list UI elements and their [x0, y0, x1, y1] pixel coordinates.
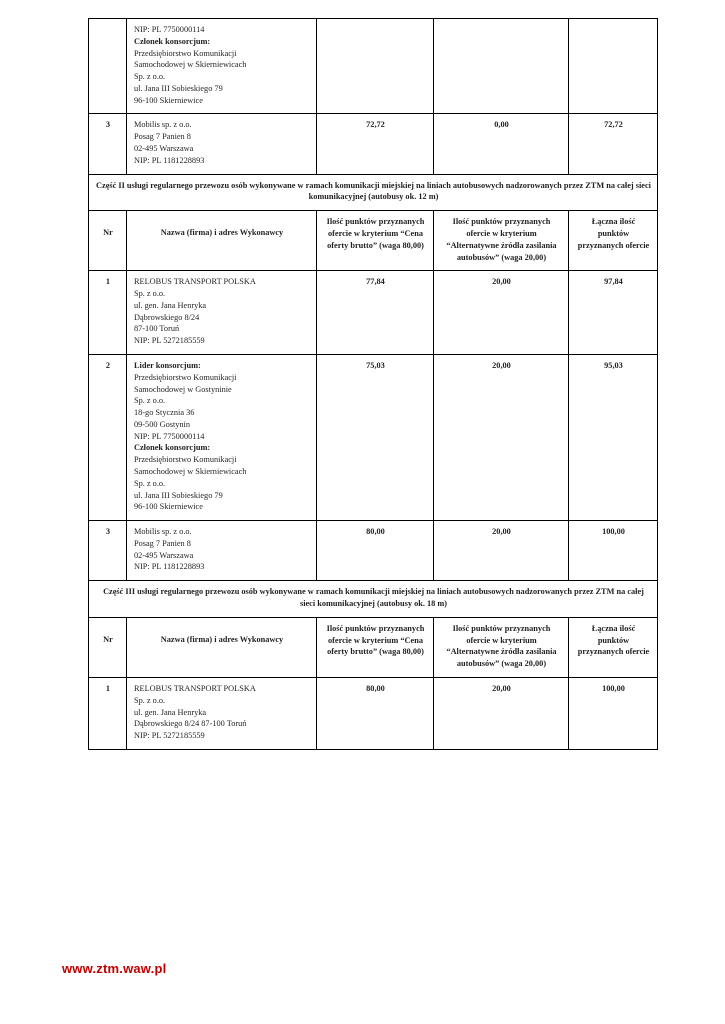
table-header-row-part-2	[89, 211, 658, 271]
contractor-line: 18-go Stycznia 36	[134, 408, 195, 418]
contractor-line: Sp. z o.o.	[134, 72, 166, 82]
score-total: 95,03	[569, 354, 658, 520]
row-contractor	[127, 114, 317, 174]
contractor-line: Sp. z o.o.	[134, 396, 166, 406]
contractor-line: ul. gen. Jana Henryka	[134, 300, 207, 310]
contractor-line: Sp. z o.o.	[134, 289, 166, 299]
column-header-total-score: Łączna ilość punktów przyznanych ofercie	[569, 617, 658, 677]
results-table	[88, 18, 658, 750]
table-body	[89, 19, 658, 750]
column-header-alt-energy-score: Ilość punktów przyznanych ofercie w kryterium “Alternatywne źródła zasilania autobusów” (waga 20,00)	[434, 617, 569, 677]
column-header-price-score: Ilość punktów przyznanych ofercie w kryterium “Cena oferty brutto” (waga 80,00)	[317, 617, 434, 677]
contractor-line: 09-500 Gostynin	[134, 419, 191, 429]
contractor-line: Dąbrowskiego 8/24	[134, 312, 200, 322]
contractor-line: Sp. z o.o.	[134, 695, 166, 705]
contractor-line: ul. gen. Jana Henryka	[134, 707, 207, 717]
contractor-line: 02-495 Warszawa	[134, 144, 194, 154]
score-total: 97,84	[569, 271, 658, 355]
contractor-line: Mobilis sp. z o.o.	[134, 527, 192, 537]
score-price	[317, 19, 434, 114]
contractor-line: NIP: PL 1181228893	[134, 155, 205, 165]
row-contractor	[127, 354, 317, 520]
contractor-line: Posag 7 Panien 8	[134, 132, 191, 142]
contractor-line: 96-100 Skierniewice	[134, 95, 203, 105]
table-header-row-part-3	[89, 617, 658, 677]
contractor-line: NIP: PL 7750000114	[134, 25, 205, 34]
column-header-price-score: Ilość punktów przyznanych ofercie w kryterium “Cena oferty brutto” (waga 80,00)	[317, 211, 434, 271]
contractor-line: Członek konsorcjum:	[134, 443, 211, 453]
section-banner-part-3	[89, 581, 658, 618]
contractor-line: RELOBUS TRANSPORT POLSKA	[134, 277, 256, 287]
contractor-line: Członek konsorcjum:	[134, 36, 211, 46]
column-header-nr: Nr	[89, 617, 127, 677]
table-row	[89, 677, 658, 749]
row-number: 3	[89, 114, 127, 174]
section-banner-text: Część III usługi regularnego przewozu osób wykonywane w ramach komunikacji miejskiej na liniach autobusowych nadzorowanych przez ZTM na całej sieci komunikacyjnej (autobusy ok. 18 m)	[89, 581, 658, 618]
score-price: 80,00	[317, 521, 434, 581]
row-contractor	[127, 19, 317, 114]
contractor-line: ul. Jana III Sobieskiego 79	[134, 83, 223, 93]
score-alt-energy: 0,00	[434, 114, 569, 174]
contractor-line: Dąbrowskiego 8/24 87-100 Toruń	[134, 719, 247, 729]
contractor-line: Przedsiębiorstwo Komunikacji	[134, 372, 237, 382]
contractor-line: Samochodowej w Gostyninie	[134, 384, 232, 394]
section-banner-part-2	[89, 174, 658, 211]
column-header-total-score: Łączna ilość punktów przyznanych ofercie	[569, 211, 658, 271]
contractor-line: ul. Jana III Sobieskiego 79	[134, 490, 223, 500]
contractor-line: NIP: PL 5272185559	[134, 731, 205, 741]
contractor-line: 96-100 Skierniewice	[134, 502, 203, 512]
table-row	[89, 114, 658, 174]
column-header-nr: Nr	[89, 211, 127, 271]
score-total: 72,72	[569, 114, 658, 174]
row-number: 2	[89, 354, 127, 520]
row-contractor	[127, 271, 317, 355]
column-header-contractor: Nazwa (firma) i adres Wykonawcy	[127, 617, 317, 677]
contractor-line: RELOBUS TRANSPORT POLSKA	[134, 683, 256, 693]
table-row	[89, 354, 658, 520]
contractor-line: 02-495 Warszawa	[134, 550, 194, 560]
row-number	[89, 19, 127, 114]
score-alt-energy: 20,00	[434, 271, 569, 355]
contractor-line: 87-100 Toruń	[134, 324, 180, 334]
contractor-line: Mobilis sp. z o.o.	[134, 120, 192, 130]
contractor-line: Przedsiębiorstwo Komunikacji	[134, 455, 237, 465]
table-row	[89, 19, 658, 114]
score-total: 100,00	[569, 677, 658, 749]
score-price: 77,84	[317, 271, 434, 355]
row-contractor	[127, 521, 317, 581]
row-contractor	[127, 677, 317, 749]
contractor-line: Sp. z o.o.	[134, 478, 166, 488]
score-total	[569, 19, 658, 114]
contractor-line: Samochodowej w Skierniewicach	[134, 467, 247, 476]
score-total: 100,00	[569, 521, 658, 581]
table-row	[89, 521, 658, 581]
score-alt-energy: 20,00	[434, 354, 569, 520]
score-alt-energy	[434, 19, 569, 114]
contractor-line: NIP: PL 7750000114	[134, 431, 205, 441]
contractor-line: NIP: PL 5272185559	[134, 336, 205, 346]
table-row	[89, 271, 658, 355]
score-alt-energy: 20,00	[434, 521, 569, 581]
score-price: 75,03	[317, 354, 434, 520]
contractor-line: NIP: PL 1181228893	[134, 562, 205, 572]
score-price: 80,00	[317, 677, 434, 749]
score-alt-energy: 20,00	[434, 677, 569, 749]
contractor-line: Lider konsorcjum:	[134, 360, 201, 370]
column-header-alt-energy-score: Ilość punktów przyznanych ofercie w kryterium “Alternatywne źródła zasilania autobusów” (waga 20,00)	[434, 211, 569, 271]
row-number: 1	[89, 271, 127, 355]
row-number: 1	[89, 677, 127, 749]
section-banner-text: Część II usługi regularnego przewozu osób wykonywane w ramach komunikacji miejskiej na liniach autobusowych nadzorowanych przez ZTM na całej sieci komunikacyjnej (autobusy ok. 12 m)	[89, 174, 658, 211]
contractor-line: Przedsiębiorstwo Komunikacji	[134, 48, 237, 58]
contractor-line: Samochodowej w Skierniewicach	[134, 60, 247, 70]
column-header-contractor: Nazwa (firma) i adres Wykonawcy	[127, 211, 317, 271]
footer-website-link[interactable]: www.ztm.waw.pl	[62, 961, 167, 976]
contractor-line: Posag 7 Panien 8	[134, 538, 191, 548]
row-number: 3	[89, 521, 127, 581]
score-price: 72,72	[317, 114, 434, 174]
